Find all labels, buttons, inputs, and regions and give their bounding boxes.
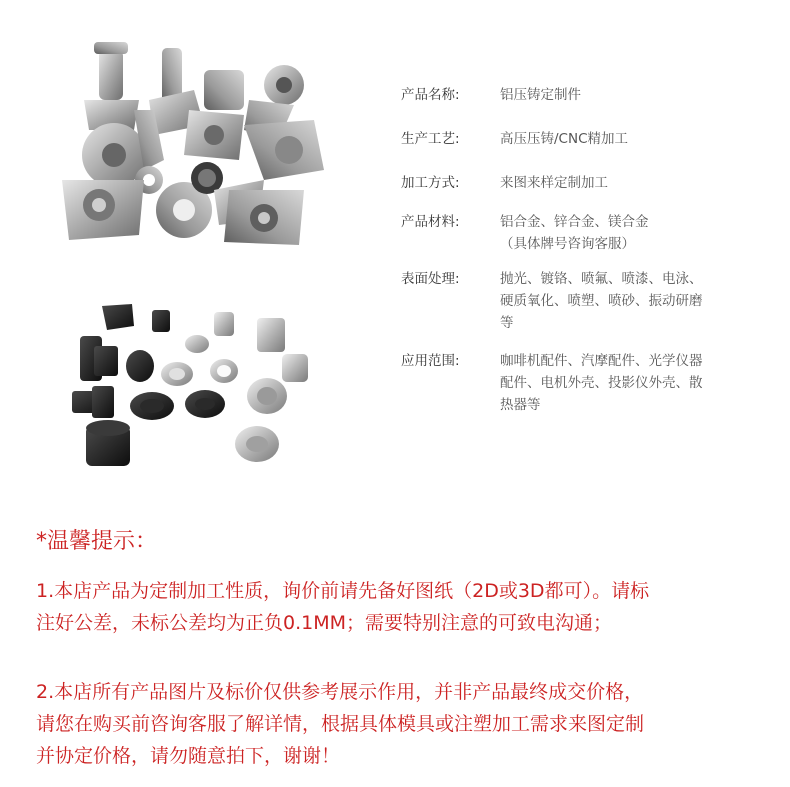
spec-value-line: 高压压铸/CNC精加工 (500, 131, 628, 147)
spec-label: 表面处理: (401, 271, 460, 287)
spec-label: 产品材料: (401, 214, 460, 230)
spec-label: 应用范围: (401, 353, 460, 369)
fittings-image (62, 296, 324, 474)
spec-label: 产品名称: (401, 87, 460, 103)
spec-value (500, 268, 750, 334)
notice-line: 注好公差，未标公差均为正负0.1MM；需要特别注意的可致电沟通； (36, 612, 613, 634)
die-cast-parts-image (44, 30, 344, 252)
spec-value (500, 128, 750, 150)
spec-value-line: 铝合金、锌合金、镁合金 (500, 214, 649, 230)
spec-value (500, 84, 750, 106)
spec-value (500, 172, 750, 194)
notice-title: *温馨提示： (36, 529, 158, 554)
spec-value-line: 等 (500, 315, 514, 331)
spec-value-line: 配件、电机外壳、投影仪外壳、散 (500, 375, 703, 391)
notice-line: 并协定价格，请勿随意拍下，谢谢！ (36, 745, 341, 767)
spec-value-line: 咖啡机配件、汽摩配件、光学仪器 (500, 353, 703, 369)
spec-value-line: 硬质氧化、喷塑、喷砂、振动研磨 (500, 293, 703, 309)
spec-value (500, 211, 750, 255)
spec-label: 生产工艺: (401, 131, 460, 147)
spec-value-line: （具体牌号咨询客服） (500, 236, 635, 252)
spec-value-line: 抛光、镀铬、喷氟、喷漆、电泳、 (500, 271, 703, 287)
notice-item (36, 575, 756, 639)
spec-label: 加工方式: (401, 175, 460, 191)
spec-value-line: 来图来样定制加工 (500, 175, 608, 191)
notice-line: 请您在购买前咨询客服了解详情，根据具体模具或注塑加工需求来图定制 (36, 713, 645, 735)
spec-value-line: 铝压铸定制件 (500, 87, 581, 103)
spec-value-line: 热器等 (500, 397, 541, 413)
notice-item (36, 676, 756, 772)
notice-line: 1.本店产品为定制加工性质，询价前请先备好图纸（2D或3D都可）。请标 (36, 580, 650, 602)
notice-line: 2.本店所有产品图片及标价仅供参考展示作用，并非产品最终成交价格， (36, 681, 644, 703)
spec-value (500, 350, 750, 416)
